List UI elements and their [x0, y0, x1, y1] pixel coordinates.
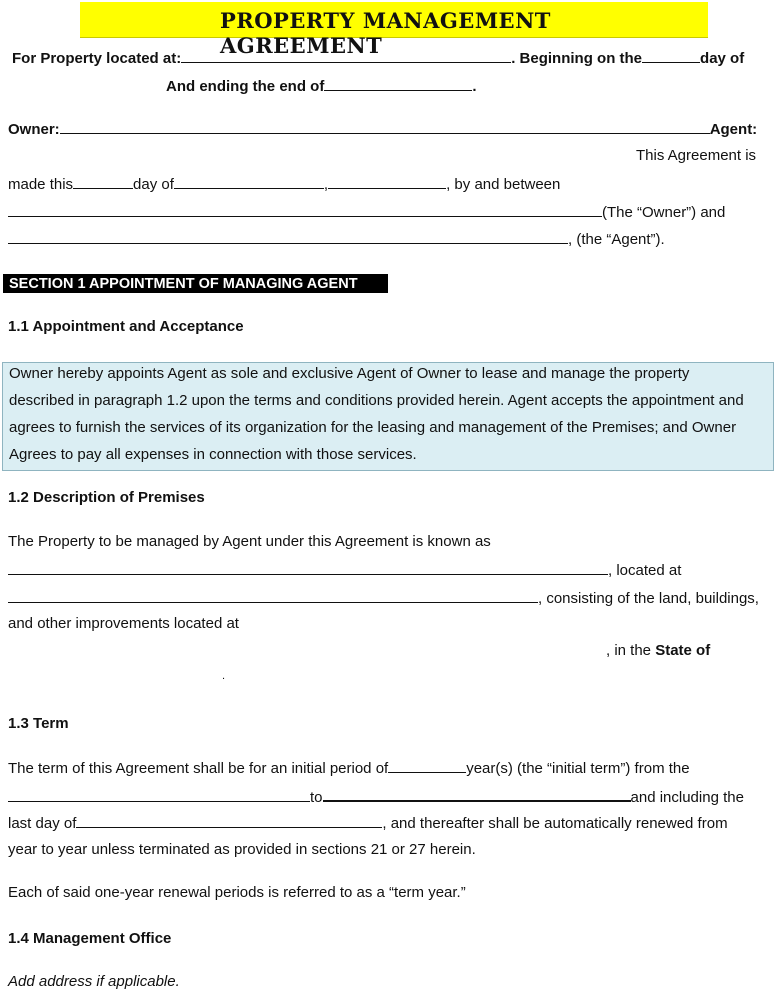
made-year-blank[interactable] — [328, 174, 446, 189]
consisting-text: , consisting of the land, buildings, — [538, 590, 759, 607]
to-text: to — [310, 789, 323, 806]
owner-party-blank[interactable] — [8, 202, 602, 217]
term-line-4: year to year unless terminated as provided in sections 21 or 27 herein. — [8, 841, 476, 858]
property-located-label: For Property located at: — [12, 50, 182, 67]
agreement-intro-line — [636, 147, 756, 164]
the-owner-text: (The “Owner”) and — [602, 204, 726, 221]
thereafter-text: , and thereafter shall be automatically renewed from — [382, 815, 728, 832]
term-line-1 — [8, 758, 690, 777]
section-1-1-heading: 1.1 Appointment and Acceptance — [8, 318, 244, 335]
state-of-text: State of — [655, 642, 711, 659]
property-location-line — [12, 48, 744, 67]
made-day-of-text: day of — [133, 176, 174, 193]
owner-party-line — [8, 202, 725, 221]
section-1-heading: SECTION 1 APPOINTMENT OF MANAGING AGENT — [3, 274, 388, 293]
initial-years-blank[interactable] — [388, 758, 466, 773]
comma: , — [323, 176, 329, 193]
renewal-text: Each of said one-year renewal periods is referred to as a “term year.” — [8, 884, 466, 901]
agent-party-blank[interactable] — [8, 229, 568, 244]
beginning-day-blank[interactable] — [642, 48, 700, 63]
state-line — [606, 642, 710, 659]
owner-name-blank[interactable] — [60, 119, 710, 134]
section-1-4-heading: 1.4 Management Office — [8, 930, 172, 947]
appointment-line-1: Owner hereby appoints Agent as sole and exclusive Agent of Owner to lease and manage the property — [9, 365, 690, 382]
ending-label: And ending the end of — [166, 78, 325, 95]
term-line-3 — [8, 813, 728, 832]
agent-label: Agent: — [709, 121, 758, 138]
title-banner — [80, 2, 708, 58]
term-end-blank[interactable] — [323, 786, 631, 802]
ending-date-blank[interactable] — [324, 76, 472, 91]
ending-period: . — [472, 78, 477, 95]
appointment-line-4: Agrees to pay all expenses in connection with those services. — [9, 446, 417, 463]
beginning-label: . Beginning on the — [511, 50, 643, 67]
the-agent-text: , (the “Agent”). — [568, 231, 665, 248]
and-including-text: and including the — [630, 789, 744, 806]
ending-line — [166, 76, 477, 95]
appointment-line-2: described in paragraph 1.2 upon the terms and conditions provided herein. Agent accepts the appointment and — [9, 392, 744, 409]
this-agreement-text: This Agreement is — [636, 147, 757, 164]
state-period: . — [222, 670, 226, 682]
premises-located-line — [8, 588, 759, 607]
made-month-blank[interactable] — [174, 174, 324, 189]
premises-intro-line: The Property to be managed by Agent under this Agreement is known as — [8, 533, 491, 550]
term-start-blank[interactable] — [8, 787, 310, 802]
appointment-line-3: agrees to furnish the services of its organization for the leasing and management of the Premises; and Owner — [9, 419, 737, 436]
owner-label: Owner: — [8, 121, 60, 138]
term-line-2 — [8, 786, 744, 806]
premises-known-as-line — [8, 560, 681, 579]
section-1-2-heading: 1.2 Description of Premises — [8, 489, 205, 506]
day-of-label: day of — [700, 50, 745, 67]
property-address-blank[interactable] — [181, 48, 511, 63]
appointment-paragraph-box — [2, 362, 774, 471]
located-at-text: , located at — [608, 562, 682, 579]
owner-agent-line — [8, 119, 757, 138]
made-this-line — [8, 174, 560, 193]
other-improvements-line: and other improvements located at — [8, 615, 239, 632]
document-title: PROPERTY MANAGEMENT AGREEMENT — [220, 8, 551, 58]
last-day-blank[interactable] — [76, 813, 382, 828]
by-and-between-text: , by and between — [446, 176, 561, 193]
management-office-note: Add address if applicable. — [8, 973, 180, 990]
in-the-text: , in the — [606, 642, 652, 659]
last-day-of-text: last day of — [8, 815, 77, 832]
made-this-text: made this — [8, 176, 74, 193]
made-day-blank[interactable] — [73, 174, 133, 189]
property-name-blank[interactable] — [8, 560, 608, 575]
agent-party-line — [8, 229, 665, 248]
initial-period-text: The term of this Agreement shall be for an initial period of — [8, 760, 389, 777]
property-location-blank[interactable] — [8, 588, 538, 603]
section-1-3-heading: 1.3 Term — [8, 715, 69, 732]
initial-term-text: year(s) (the “initial term”) from the — [466, 760, 690, 777]
